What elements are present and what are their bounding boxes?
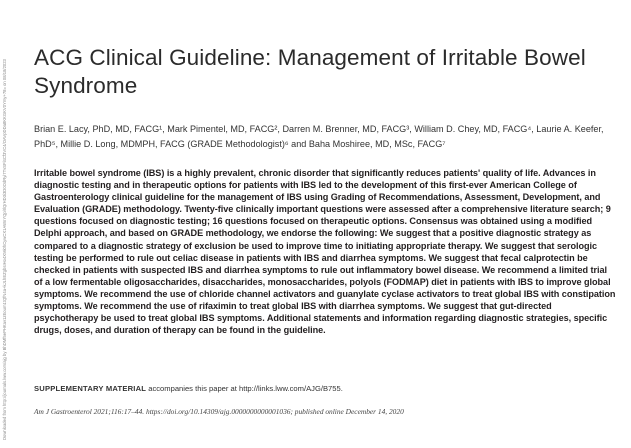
download-watermark-strip <box>0 0 12 448</box>
abstract-text: Irritable bowel syndrome (IBS) is a highly prevalent, chronic disorder that significantly reduces patients' quality of life. Advances in diagnostic testing and in therapeutic options for patients with IBS led to the development of this first-ever American College of Gastroenterology clinical guideline for the management of IBS using Grading of Recommendations, Assessment, Development, and Evaluation (GRADE) methodology. Twenty-five clinically important questions were assessed after a comprehensive literature search; 9 questions focused on diagnostic testing; 16 questions focused on therapeutic options. Consensus was obtained using a modified Delphi approach, and based on GRADE methodology, we endorse the following: We suggest that a positive diagnostic strategy as compared to a diagnostic strategy of exclusion be used to improve time to initiating appropriate therapy. We suggest that serologic testing be performed to rule out celiac disease in patients with IBS and diarrhea symptoms. We suggest that fecal calprotectin be checked in patients with suspected IBS and diarrhea symptoms to rule out inflammatory bowel disease. We recommend a limited trial of a low fermentable oligosaccharides, disaccharides, monosaccharides, polyols (FODMAP) diet in patients with IBS to improve global symptoms. We recommend the use of chloride channel activators and guanylate cyclase activators to treat global IBS with constipation symptoms. We recommend the use of rifaximin to treat global IBS with diarrhea symptoms. We suggest that gut-directed psychotherapy be used to treat global IBS symptoms. Additional statements and information regarding diagnostic strategies, specific drugs, doses, and duration of therapy can be found in the guideline. <box>34 168 616 336</box>
paper-title: ACG Clinical Guideline: Management of Irritable Bowel Syndrome <box>34 45 586 98</box>
download-watermark-text: Downloaded from http://journals.lww.com/ajg by BhDMf5ePHKav1zEoum1tQfN4a+kJLhEZgbsIHo4XMi0hCywCX1AWnYQp/IlQrHD3i3D0OdRyi7TvSFl4Cf3VC4/OAVpDDa8KKGKV0Ymy+78= on 08/18/2023 <box>2 59 7 440</box>
supplementary-material-note <box>34 384 609 393</box>
supplementary-material-link-text: accompanies this paper at http://links.lww.com/AJG/B755. <box>146 384 343 393</box>
author-list: Brian E. Lacy, PhD, MD, FACG¹, Mark Pimentel, MD, FACG², Darren M. Brenner, MD, FACG³, William D. Chey, MD, FACG⁴, Laurie A. Keefer, PhD⁵, Millie D. Long, MDMPH, FACG (GRADE Methodologist)⁶ and Baha Moshiree, MD, MSc, FACG⁷ <box>34 124 604 149</box>
supplementary-material-label: SUPPLEMENTARY MATERIAL <box>34 384 147 393</box>
journal-citation: Am J Gastroenterol 2021;116:17–44. https://doi.org/10.14309/ajg.0000000000001036; published online December 14, 2020 <box>34 407 404 416</box>
